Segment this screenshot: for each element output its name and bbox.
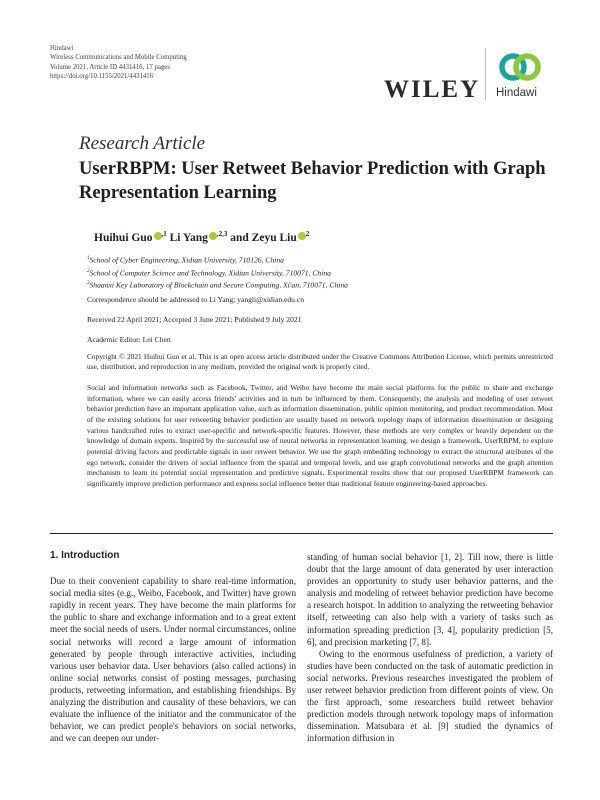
- body-paragraph: standing of human social behavior [1, 2]. Till now, there is little doubt that the large amount of data generated by user interaction provides an opportunity to study user behavior patterns, and the analysis and modeling of retweet behavior prediction have become a research hotspot. In addition to analyzing the retweeting behavior itself, retweeting can also help with a variety of tasks such as information spreading prediction [3, 4], popularity prediction [5, 6], and precision marketing [7, 8].: [307, 552, 553, 647]
- body-paragraph: Owing to the enormous usefulness of prediction, a variety of studies have been conducted on the task of automatic prediction in social networks. Previous researches investigated the problem of user retweet behavior prediction from different points of view. On the first approach, some researchers build retweet behavior prediction models through network topology maps of information dissemination. Matsubara et al. [9] studied the dynamics of information diffusion in: [307, 648, 553, 744]
- affiliation-text: School of Computer Science and Technology, Xidian University, 710071, China: [89, 268, 331, 278]
- affiliation-num: 2: [87, 268, 90, 274]
- journal-volume: Volume 2021, Article ID 4431416, 17 pages: [50, 63, 170, 71]
- journal-doi[interactable]: https://doi.org/10.1155/2021/4431416: [50, 73, 154, 81]
- orcid-icon[interactable]: [209, 232, 217, 240]
- academic-editor: Academic Editor: Lei Chen: [87, 335, 171, 344]
- author-affil-sup: ,2,3: [216, 230, 228, 238]
- author-affil-sup: ,1: [161, 230, 167, 238]
- author-affil-sup: 2: [305, 230, 310, 238]
- hindawi-rings-icon: [498, 48, 542, 86]
- author-name: Huihui Guo: [94, 231, 153, 244]
- affiliation-text: School of Cyber Engineering, Xidian University, 710126, China: [89, 255, 284, 265]
- copyright-notice: Copyright © 2021 Huihui Guo et al. This is an open access article distributed under the Creative Commons Attribution License, which permits unrestricted use, distribution, and reproduction in any medium, provided the original work is properly cited.: [87, 352, 553, 371]
- journal-meta: [50, 44, 187, 82]
- affiliation-num: 1: [87, 256, 90, 261]
- journal-publisher: Hindawi: [50, 45, 74, 52]
- affiliation: [87, 253, 348, 266]
- right-column: [307, 551, 553, 745]
- hindawi-logo-text: Hindawi: [496, 87, 537, 99]
- divider: [50, 533, 553, 534]
- affiliation: [87, 278, 348, 291]
- affiliation-num: 3: [87, 281, 90, 287]
- author-name: and Zeyu Liu: [230, 231, 297, 244]
- author-name: Li Yang: [169, 231, 208, 244]
- orcid-icon[interactable]: [298, 232, 306, 240]
- wiley-logo: WILEY: [384, 76, 481, 103]
- affiliation: [87, 266, 348, 279]
- publisher-logos: [384, 48, 554, 104]
- article-type: Research Article: [79, 133, 206, 154]
- article-dates: Received 22 April 2021; Accepted 3 June 2021; Published 9 July 2021: [87, 315, 302, 324]
- affiliation-text: Shaanxi Key Laboratory of Blockchain and Secure Computing, Xi'an, 710071, China: [89, 280, 348, 290]
- section-heading: 1. Introduction: [50, 550, 120, 561]
- correspondence: Correspondence should be addressed to Li Yang; yangli@xidian.edu.cn: [87, 295, 305, 304]
- body-paragraph: Due to their convenient capability to share real-time information, social media sites (e.g., Weibo, Facebook, and Twitter) have grown rapidly in recent years. They have become the main platforms for the public to share and exchange information and to a great extent meet the social needs of users. Under normal circumstances, online social networks will record a large amount of information generated by people through interactive activities, including various user behavior data. User behaviors (also called actions) in online social networks consist of posting messages, purchasing products, retweeting information, and establishing friendships. By analyzing the distribution and causality of these behaviors, we can evaluate the influence of the initiator and the communicator of the behavior, we can predict people's behaviors on social networks, and we can deepen our under-: [50, 576, 296, 744]
- left-column: [50, 550, 296, 744]
- abstract: Social and information networks such as Facebook, Twitter, and Weibo have become the main social platforms for the public to share and exchange information, where we can easily access friends' activities and in turn be influenced by them. Consequently, the analysis and modeling of user retweet behavior prediction have an important application value, such as information dissemination, public opinion monitoring, and product recommendation. Most of the existing solutions for user retweeting behavior prediction are usually based on network topology maps of information dissemination or designing various handcrafted rules to extract user-specific and network-specific features. However, these methods are very complex or heavily dependent on the knowledge of domain experts. Inspired by the successful use of neural networks in representation learning, we design a framework, UserRBPM, to explore potential driving factors and predictable signals in user retweet behavior. We use the graph embedding technology to extract the structural attributes of the ego network, consider the drivers of social influence from the spatial and temporal levels, and use graph convolutional networks and the graph attention mechanism to learn its potential social representation and predictive signals. Experimental results show that our proposed UserRBPM framework can significantly improve prediction performance and express social influence better than traditional feature engineering-based approaches.: [87, 383, 553, 488]
- affiliations: [87, 253, 348, 291]
- paper-title: UserRBPM: User Retweet Behavior Prediction with Graph Representation Learning: [79, 159, 546, 203]
- orcid-icon[interactable]: [154, 232, 162, 240]
- author-list: [94, 230, 309, 244]
- logo-divider: [485, 48, 486, 100]
- journal-name: Wireless Communications and Mobile Computing: [50, 54, 187, 62]
